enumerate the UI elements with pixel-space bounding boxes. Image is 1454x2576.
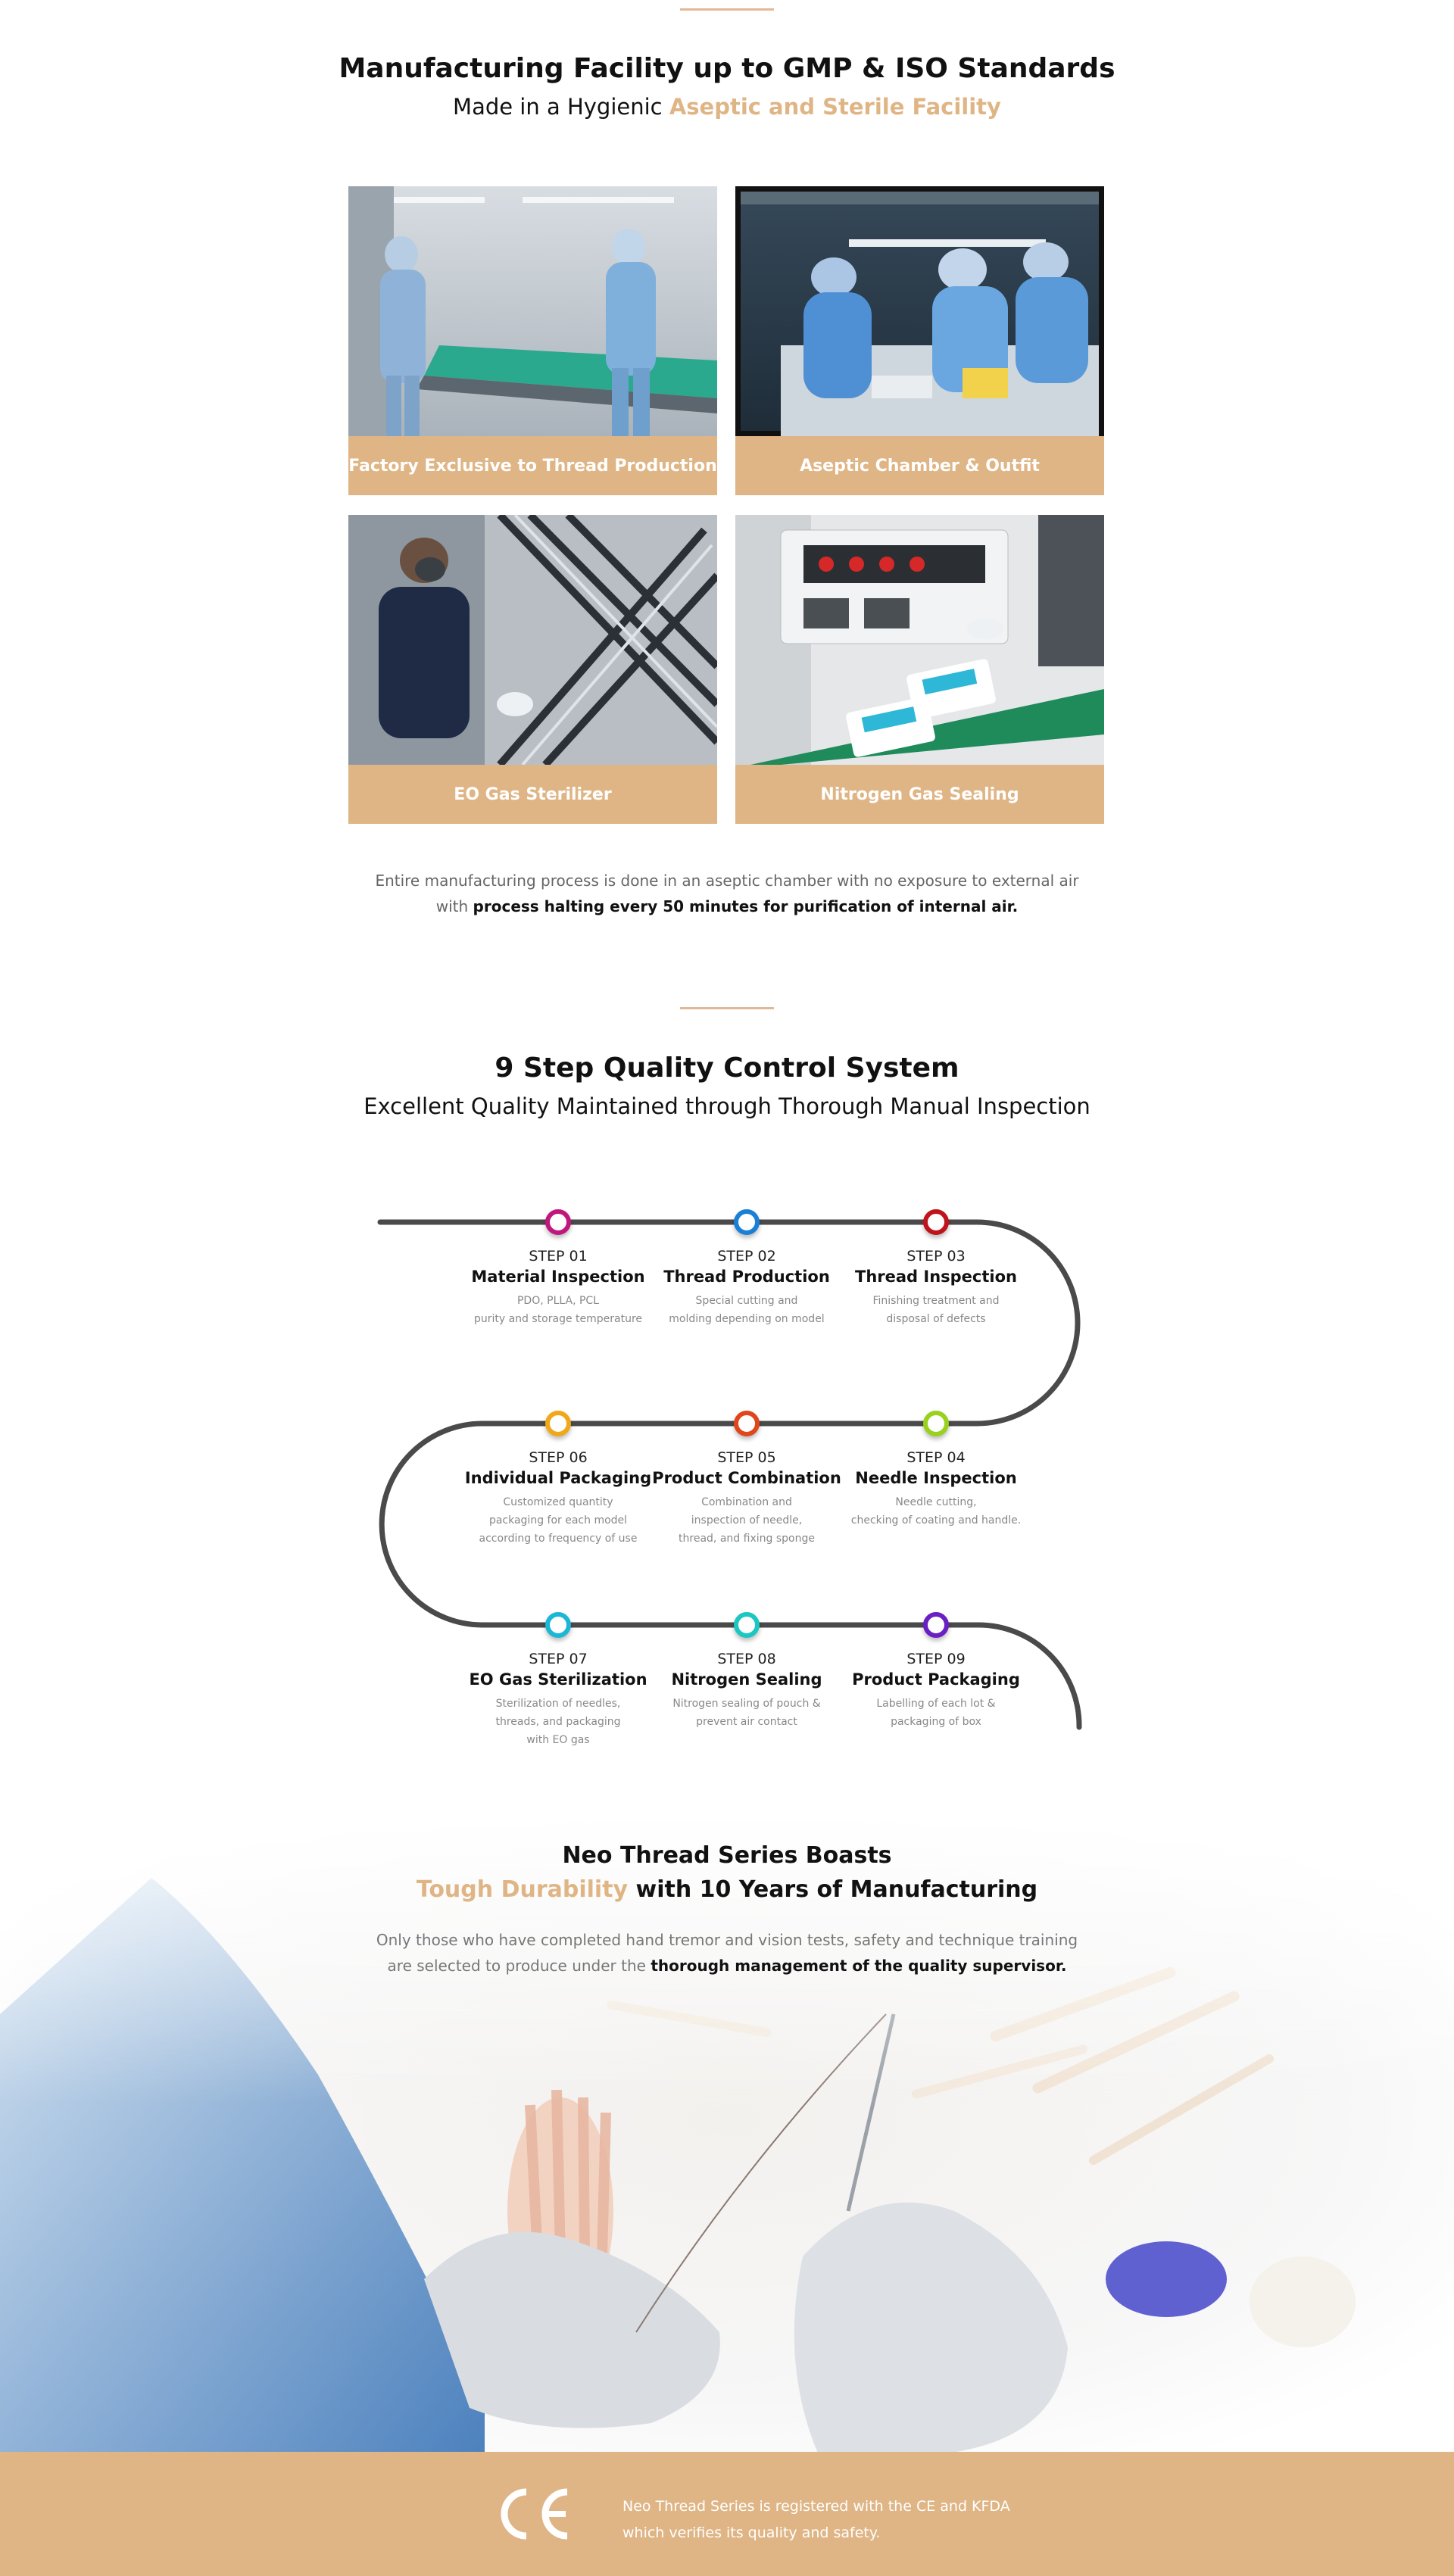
step-description bbox=[838, 1695, 1034, 1731]
card-caption: Aseptic Chamber & Outfit bbox=[735, 436, 1104, 495]
step-node-6 bbox=[545, 1411, 571, 1436]
step-node-9 bbox=[923, 1612, 949, 1638]
step-description-line: thread, and fixing sponge bbox=[679, 1533, 815, 1545]
step-description-line: checking of coating and handle. bbox=[850, 1514, 1022, 1527]
step-description-line: Labelling of each lot & bbox=[876, 1698, 996, 1710]
step-number: STEP 03 bbox=[906, 1248, 966, 1265]
step-4 bbox=[838, 1449, 1034, 1530]
card-caption: Factory Exclusive to Thread Production bbox=[348, 436, 717, 495]
step-description-line: Special cutting and bbox=[695, 1295, 798, 1307]
step-description-line: threads, and packaging bbox=[495, 1716, 621, 1728]
step-node-7 bbox=[545, 1612, 571, 1638]
step-8 bbox=[648, 1651, 845, 1731]
step-node-2 bbox=[734, 1209, 760, 1235]
step-description-line: Customized quantity bbox=[503, 1496, 613, 1508]
step-description bbox=[648, 1292, 845, 1328]
step-number: STEP 04 bbox=[906, 1449, 966, 1466]
step-name: Thread Production bbox=[663, 1268, 830, 1286]
step-node-3 bbox=[923, 1209, 949, 1235]
step-name: EO Gas Sterilization bbox=[469, 1670, 647, 1689]
step-name: Product Combination bbox=[652, 1469, 841, 1487]
step-node-4 bbox=[923, 1411, 949, 1436]
step-description-line: Nitrogen sealing of pouch & bbox=[672, 1698, 821, 1710]
step-description-line: Sterilization of needles, bbox=[495, 1698, 621, 1710]
facility-subtitle: Made in a Hygienic Aseptic and Sterile Facility bbox=[453, 94, 1001, 120]
step-description-line: with EO gas bbox=[526, 1734, 590, 1746]
step-description-line: disposal of defects bbox=[886, 1313, 986, 1325]
step-description bbox=[460, 1493, 657, 1548]
step-number: STEP 01 bbox=[529, 1248, 588, 1265]
step-7 bbox=[460, 1651, 657, 1749]
step-3 bbox=[838, 1248, 1034, 1328]
step-name: Needle Inspection bbox=[855, 1469, 1017, 1487]
step-description bbox=[648, 1493, 845, 1548]
qc-subtitle: Excellent Quality Maintained through Thorough Manual Inspection bbox=[364, 1093, 1090, 1119]
step-name: Material Inspection bbox=[471, 1268, 645, 1286]
step-description-line: prevent air contact bbox=[696, 1716, 797, 1728]
step-name: Individual Packaging bbox=[464, 1469, 652, 1487]
neo-subtitle: Tough Durability with 10 Years of Manufacturing bbox=[416, 1876, 1038, 1903]
facility-note: Entire manufacturing process is done in an aseptic chamber with no exposure to external air with process halting every 50 minutes for purification of internal air. bbox=[375, 872, 1079, 915]
step-name: Nitrogen Sealing bbox=[671, 1670, 822, 1689]
step-description-line: molding depending on model bbox=[669, 1313, 825, 1325]
step-description bbox=[838, 1292, 1034, 1328]
step-5 bbox=[648, 1449, 845, 1548]
step-description-line: Needle cutting, bbox=[895, 1496, 977, 1508]
step-number: STEP 07 bbox=[529, 1651, 588, 1667]
step-description-line: packaging for each model bbox=[488, 1514, 628, 1527]
neo-title: Neo Thread Series Boasts bbox=[562, 1842, 892, 1869]
step-number: STEP 09 bbox=[906, 1651, 966, 1667]
step-1 bbox=[460, 1248, 657, 1328]
step-description-line: according to frequency of use bbox=[479, 1533, 638, 1545]
step-6 bbox=[460, 1449, 657, 1548]
card-caption: EO Gas Sterilizer bbox=[348, 765, 717, 824]
ce-mark-icon bbox=[496, 2487, 572, 2540]
step-description-line: purity and storage temperature bbox=[473, 1313, 643, 1325]
step-name: Product Packaging bbox=[852, 1670, 1020, 1689]
step-description bbox=[460, 1292, 657, 1328]
neo-text: Only those who have completed hand tremor and vision tests, safety and technique training are selected to produce under the thorough management of the quality supervisor. bbox=[376, 1931, 1078, 1975]
step-node-5 bbox=[734, 1411, 760, 1436]
step-name: Thread Inspection bbox=[855, 1268, 1017, 1286]
step-number: STEP 02 bbox=[717, 1248, 776, 1265]
step-description-line: Finishing treatment and bbox=[872, 1295, 1000, 1307]
qc-title: 9 Step Quality Control System bbox=[495, 1053, 959, 1084]
step-9 bbox=[838, 1651, 1034, 1731]
step-description-line: Combination and bbox=[701, 1496, 792, 1508]
facility-title: Manufacturing Facility up to GMP & ISO Standards bbox=[339, 53, 1115, 84]
step-number: STEP 08 bbox=[717, 1651, 776, 1667]
step-description bbox=[648, 1695, 845, 1731]
step-description-line: PDO, PLLA, PCL bbox=[516, 1295, 599, 1307]
step-node-8 bbox=[734, 1612, 760, 1638]
card-caption: Nitrogen Gas Sealing bbox=[735, 765, 1104, 824]
step-node-1 bbox=[545, 1209, 571, 1235]
step-2 bbox=[648, 1248, 845, 1328]
step-description-line: inspection of needle, bbox=[691, 1514, 803, 1527]
step-description-line: packaging of box bbox=[891, 1716, 981, 1728]
certification-text: Neo Thread Series is registered with the CE and KFDA which verifies its quality and safety. bbox=[622, 2498, 1010, 2541]
step-number: STEP 05 bbox=[717, 1449, 776, 1466]
step-description bbox=[460, 1695, 657, 1749]
step-number: STEP 06 bbox=[529, 1449, 588, 1466]
step-description bbox=[838, 1493, 1034, 1530]
